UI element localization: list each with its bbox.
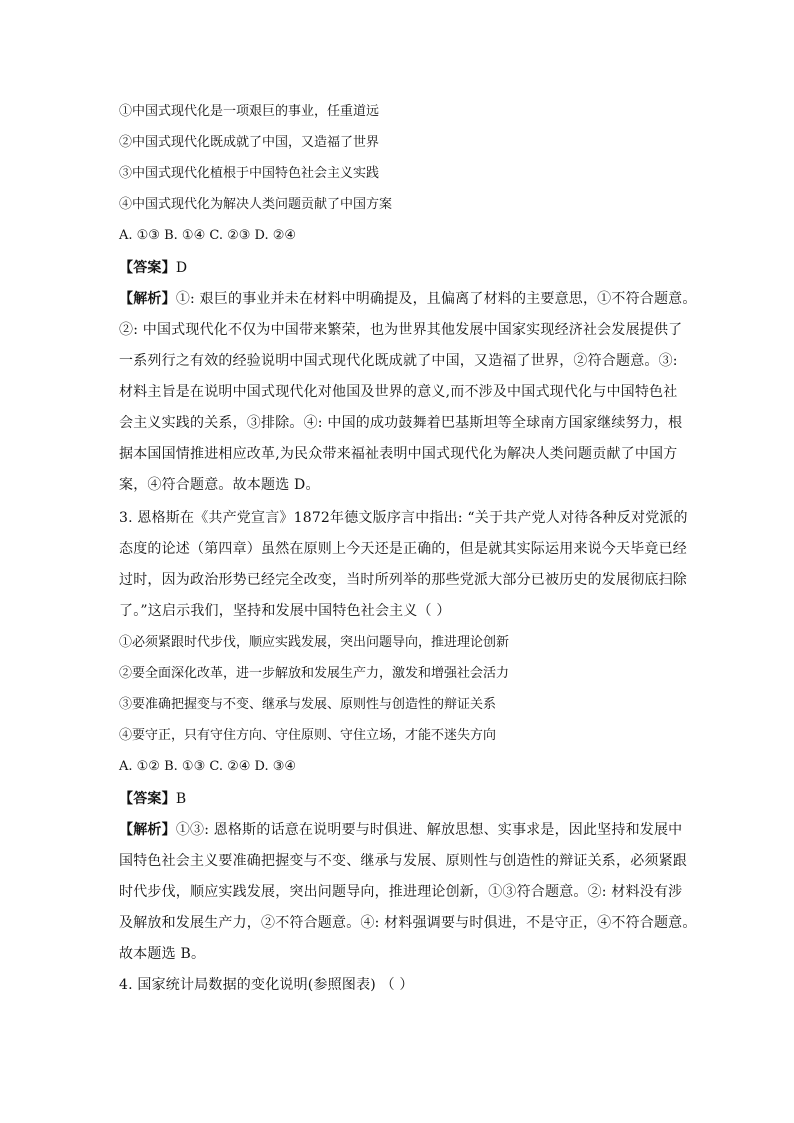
q2-analysis-line-6: 据本国国情推进相应改革,为民众带来福祉表明中国式现代化为解决人类问题贡献了中国方 [119,446,678,462]
q2-choices: A. ①③ B. ①④ C. ②③ D. ②④ [119,228,297,243]
q3-analysis-line-1 [119,820,683,840]
q2-answer [119,258,679,278]
q3-analysis-line-5: 故本题选 B。 [119,946,206,962]
q2-option-3: ③中国式现代化植根于中国特色社会主义实践 [119,166,380,181]
answer-value: D [175,260,188,276]
analysis-text: ①: 艰巨的事业并未在材料中明确提及，且偏离了材料的主要意思，①不符合题意。 [175,291,697,307]
analysis-label: 【解析】 [119,822,176,838]
q4-stem: 4. 国家统计局数据的变化说明(参照图表) （ ） [119,977,414,993]
analysis-label: 【解析】 [119,291,176,307]
q2-option-4: ④中国式现代化为解决人类问题贡献了中国方案 [119,197,393,212]
q3-stem-line-3: 过时，因为政治形势已经完全改变，当时所列举的那些党派大部分已被历史的发展彻底扫除 [119,572,687,588]
q3-choices: A. ①② B. ①③ C. ②④ D. ③④ [119,759,297,774]
analysis-text: ①③: 恩格斯的话意在说明要与时俱进、解放思想、实事求是，因此坚持和发展中 [175,822,683,838]
q2-analysis-line-1 [119,289,697,309]
q2-analysis-line-5: 会主义实践的关系，③排除。④: 中国的成功鼓舞着巴基斯坦等全球南方国家继续努力，根 [119,415,683,431]
q3-answer [119,789,679,809]
q2-analysis-line-7: 案，④符合题意。故本题选 D。 [119,477,320,493]
q3-option-2: ②要全面深化改革，进一步解放和发展生产力，激发和增强社会活力 [119,666,510,681]
q2-analysis-line-2: ②: 中国式现代化不仅为中国带来繁荣，也为世界其他发展中国家实现经济社会发展提供了 [119,322,683,338]
q3-analysis-line-2: 国特色社会主义要准确把握变与不变、继承与发展、原则性与创造性的辩证关系，必须紧跟 [119,853,687,869]
q3-stem-line-2: 态度的论述（第四章）虽然在原则上今天还是正确的，但是就其实际运用来说今天毕竟已经 [119,541,687,557]
q3-stem-line-4: 了。”这启示我们，坚持和发展中国特色社会主义（ ） [119,603,451,619]
q3-option-1: ①必须紧跟时代步伐，顺应实践发展，突出问题导向，推进理论创新 [119,635,510,650]
q2-option-2: ②中国式现代化既成就了中国，又造福了世界 [119,135,380,150]
q2-analysis-line-3: 一系列行之有效的经验说明中国式现代化既成就了中国，又造福了世界，②符合题意。③: [119,353,678,369]
q2-analysis-line-4: 材料主旨是在说明中国式现代化对他国及世界的意义,而不涉及中国式现代化与中国特色社 [119,384,678,400]
answer-value: B [175,791,187,807]
q3-option-4: ④要守正，只有守住方向、守住原则、守住立场，才能不迷失方向 [119,728,497,743]
answer-label: 【答案】 [119,260,176,276]
q3-analysis-line-4: 及解放和发展生产力，②不符合题意。④: 材料强调要与时俱进，不是守正，④不符合题意。 [119,915,697,931]
q3-option-3: ③要准确把握变与不变、继承与发展、原则性与创造性的辩证关系 [119,697,497,712]
q2-option-1: ①中国式现代化是一项艰巨的事业，任重道远 [119,104,380,119]
answer-label: 【答案】 [119,791,176,807]
q3-analysis-line-3: 时代步伐，顺应实践发展，突出问题导向，推进理论创新，①③符合题意。②: 材料没有涉 [119,884,683,900]
q3-stem-line-1: 3. 恩格斯在《共产党宣言》1872年德文版序言中指出: “关于共产党人对待各种反对党派的 [119,510,688,526]
